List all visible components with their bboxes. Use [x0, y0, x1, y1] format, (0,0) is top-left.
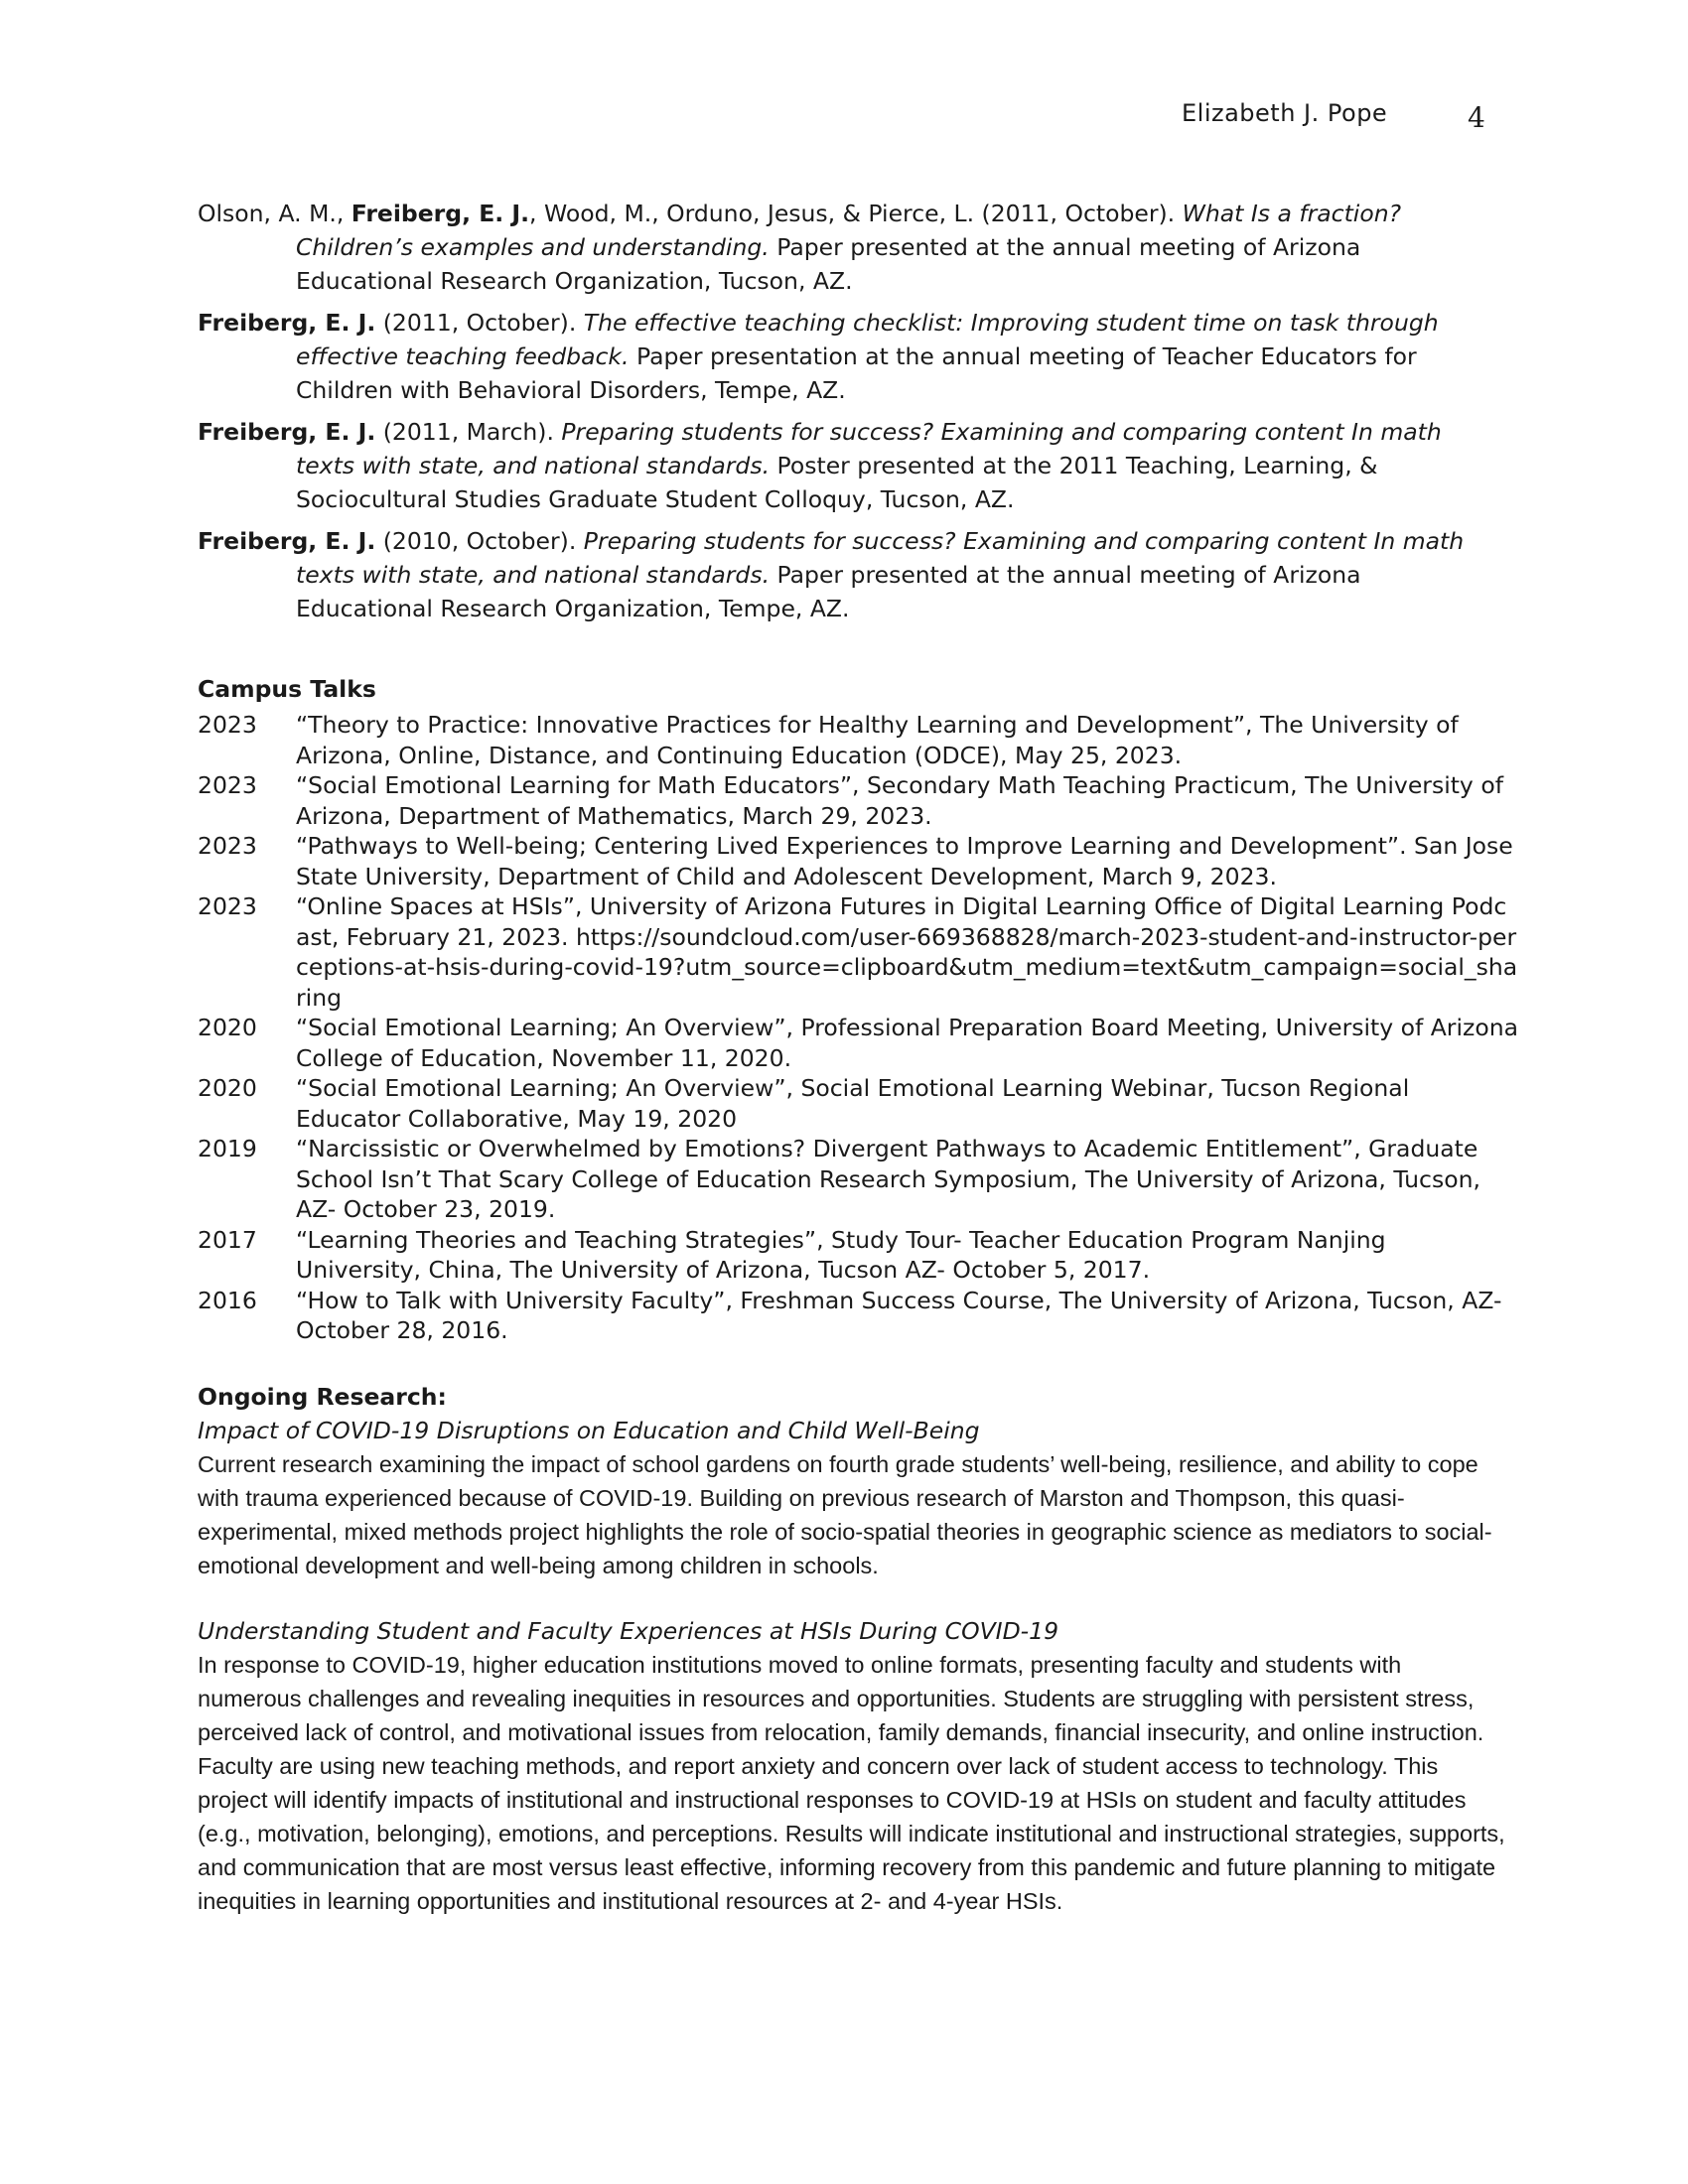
talk-year: 2017 [198, 1225, 257, 1254]
talk-year: 2023 [198, 892, 257, 920]
research-project [198, 1614, 1508, 1918]
talk-item [198, 770, 1518, 831]
talk-year: 2020 [198, 1074, 257, 1102]
talk-text: “Narcissistic or Overwhelmed by Emotions? Divergent Pathways to Academic Entitlement”, Graduate School Isn’t That Scary College of Education Research Symposium, The University of Arizona, Tucson, AZ- October 23, 2019. [296, 1135, 1480, 1223]
presentation-list [198, 197, 1498, 633]
reference-entry: Freiberg, E. J. (2011, March). Preparing students for success? Examining and comparing content In math texts with state, and national standards. Poster presented at the 2011 Teaching, Learning, & Sociocultural Studies Graduate Student Colloquy, Tucson, AZ. [198, 418, 1442, 513]
talk-item [198, 1134, 1518, 1225]
campus-talks-heading: Campus Talks [198, 675, 376, 703]
research-project-title: Impact of COVID-19 Disruptions on Education and Child Well-Being [198, 1417, 980, 1444]
talk-item [198, 1073, 1518, 1134]
author-name: Elizabeth J. Pope [1182, 99, 1388, 127]
talk-year: 2019 [198, 1135, 257, 1162]
talk-year: 2023 [198, 771, 257, 799]
talk-year: 2023 [198, 832, 257, 860]
page-header [1182, 99, 1519, 139]
talk-text: “Social Emotional Learning; An Overview”, Social Emotional Learning Webinar, Tucson Regional Educator Collaborative, May 19, 2020 [296, 1074, 1410, 1133]
research-project-body: In response to COVID-19, higher education institutions moved to online formats, presenting faculty and students with numerous challenges and revealing inequities in resources and opportunities. Students are struggling with persistent stress, perceived lack of control, and motivational issues from relocation, family demands, financial insecurity, and online instruction. Faculty are using new teaching methods, and report anxiety and concern over lack of student access to technology. This project will identify impacts of institutional and instructional responses to COVID-19 at HSIs on student and faculty attitudes (e.g., motivation, belonging), emotions, and perceptions. Results will indicate institutional and instructional strategies, supports, and communication that are most versus least effective, informing recovery from this pandemic and future planning to mitigate inequities in learning opportunities and institutional resources at 2- and 4-year HSIs. [198, 1652, 1505, 1914]
talk-item [198, 831, 1518, 891]
talk-text: “Social Emotional Learning for Math Educators”, Secondary Math Teaching Practicum, The University of Arizona, Department of Mathematics, March 29, 2023. [296, 771, 1503, 830]
research-project [198, 1414, 1508, 1582]
research-project-body: Current research examining the impact of school gardens on fourth grade students’ well-being, resilience, and ability to cope with trauma experienced because of COVID-19. Building on previous research of Marston and Thompson, this quasi-experimental, mixed methods project highlights the role of socio-spatial theories in geographic science as mediators to social-emotional development and well-being among children in schools. [198, 1451, 1492, 1578]
campus-talks-list [198, 710, 1518, 1346]
reference-entry: Freiberg, E. J. (2011, October). The effective teaching checklist: Improving student time on task through effective teaching feedback. Paper presentation at the annual meeting of Teacher Educators for Children with Behavioral Disorders, Tempe, AZ. [198, 309, 1439, 404]
ongoing-research-heading: Ongoing Research: [198, 1383, 447, 1411]
talk-text: “Theory to Practice: Innovative Practices for Healthy Learning and Development”, The University of Arizona, Online, Distance, and Continuing Education (ODCE), May 25, 2023. [296, 711, 1459, 769]
talk-item [198, 710, 1518, 770]
talk-text: “Online Spaces at HSIs”, University of Arizona Futures in Digital Learning Office of Digital Learning Podcast, February 21, 2023. https://soundcloud.com/user-669368828/march-2023-student-and-instructor-perceptions-at-hsis-during-covid-19?utm_source=clipboard&utm_medium=text&utm_campaign=social_sharing [296, 892, 1518, 1012]
page-number: 4 [1468, 101, 1485, 134]
talk-item [198, 1225, 1518, 1286]
research-project-title: Understanding Student and Faculty Experiences at HSIs During COVID-19 [198, 1617, 1059, 1645]
talk-year: 2023 [198, 711, 257, 739]
talk-item [198, 891, 1518, 1013]
talk-item [198, 1013, 1518, 1073]
talk-year: 2016 [198, 1286, 257, 1314]
talk-text: “How to Talk with University Faculty”, Freshman Success Course, The University of Arizona, Tucson, AZ- October 28, 2016. [296, 1286, 1502, 1344]
talk-text: “Pathways to Well-being; Centering Lived Experiences to Improve Learning and Development”. San Jose State University, Department of Child and Adolescent Development, March 9, 2023. [296, 832, 1513, 890]
talk-year: 2020 [198, 1014, 257, 1041]
talk-item [198, 1286, 1518, 1346]
talk-text: “Learning Theories and Teaching Strategies”, Study Tour- Teacher Education Program Nanjing University, China, The University of Arizona, Tucson AZ- October 5, 2017. [296, 1225, 1386, 1284]
reference-entry: Olson, A. M., Freiberg, E. J., Wood, M., Orduno, Jesus, & Pierce, L. (2011, October). What Is a fraction? Children’s examples and understanding. Paper presented at the annual meeting of Arizona Educational Research Organization, Tucson, AZ. [198, 200, 1402, 295]
reference-entry: Freiberg, E. J. (2010, October). Preparing students for success? Examining and comparing content In math texts with state, and national standards. Paper presented at the annual meeting of Arizona Educational Research Organization, Tempe, AZ. [198, 527, 1465, 622]
talk-text: “Social Emotional Learning; An Overview”, Professional Preparation Board Meeting, University of Arizona College of Education, November 11, 2020. [296, 1014, 1519, 1072]
